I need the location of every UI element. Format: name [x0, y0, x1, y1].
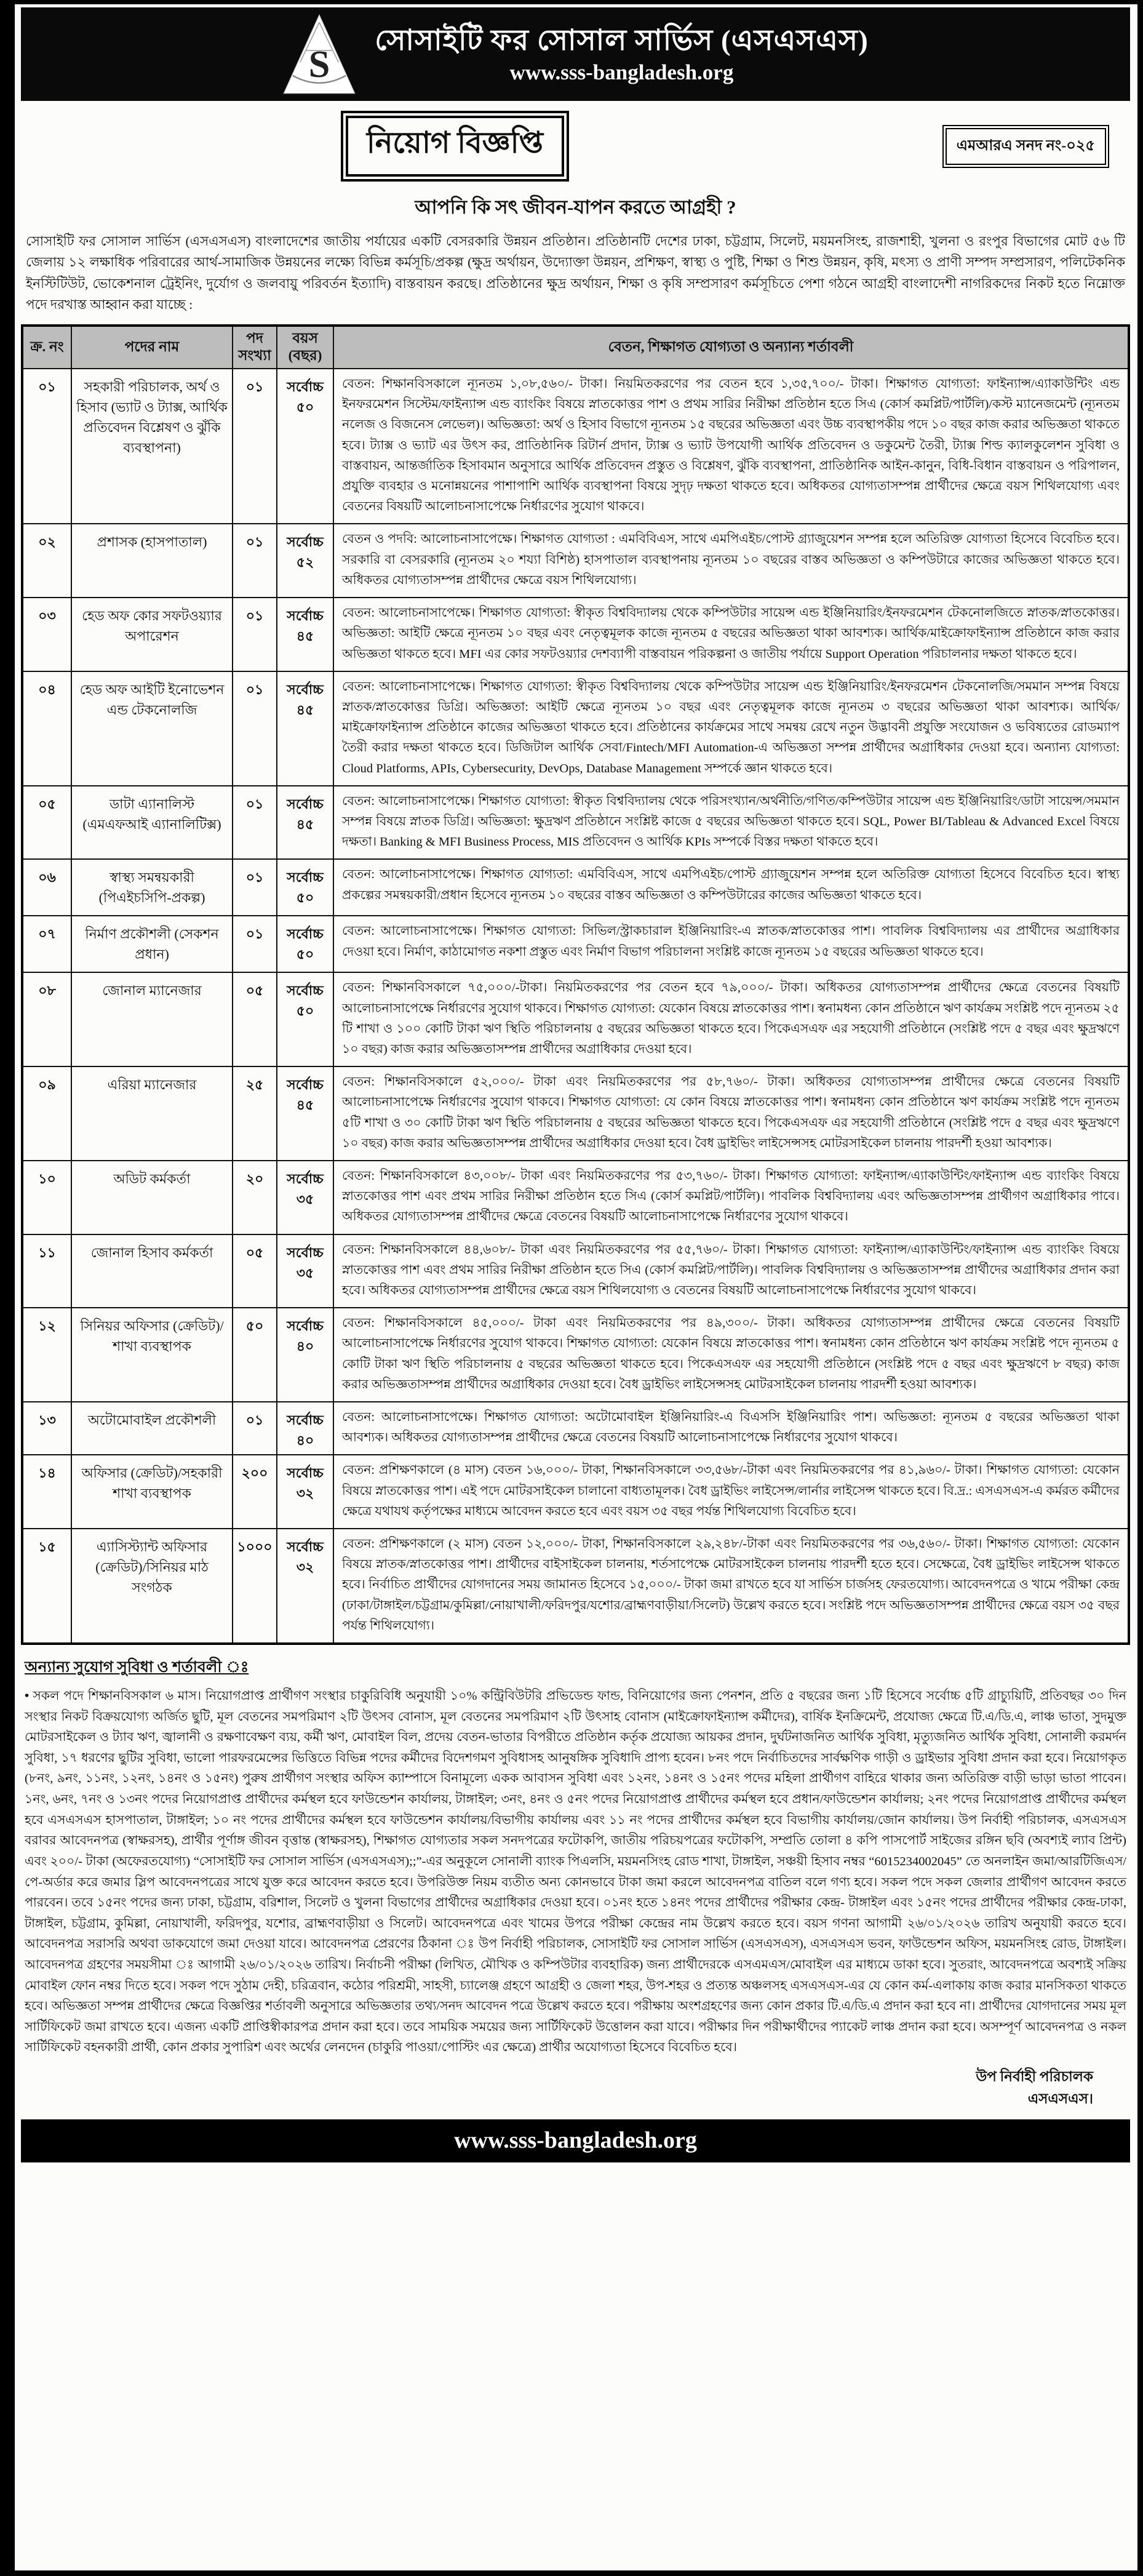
requirements-cell: বেতন ও পদবি: আলোচনাসাপেক্ষে। শিক্ষাগত যোগ্যতা : এমবিবিএস, সাথে এমপিএইচ/পোস্ট গ্র্যাজুয়েশন সম্পন্ন হলে অতিরিক্ত যোগ্যতা হিসেবে বিবেচিত হবে। সরকারি বা বেসরকারি (ন্যূনতম ২০ শয্যা বিশিষ্ঠ) হাসপাতাল ব্যবস্থাপনায় ন্যূনতম ১০ বছরের বাস্তব অভিজ্ঞতা ও কম্পিউটারে কাজের অভিজ্ঞতা থাকতে হবে। অধিকতর যোগ্যতাসম্পন্ন প্রার্থীদের ক্ষেত্রে বয়স শিথিলযোগ্য।	[333, 524, 1129, 598]
age-limit-cell: সর্বোচ্চ ৪৫	[277, 786, 333, 860]
position-name-cell: জোনাল ম্যানেজার	[71, 972, 233, 1066]
posts-count-cell: ১০০০	[233, 1529, 277, 1644]
posts-count-cell: ০১	[233, 916, 277, 972]
table-row	[22, 1308, 1129, 1402]
table-row	[22, 369, 1129, 524]
posts-count-cell: ২০০	[233, 1455, 277, 1529]
header-position: পদের নাম	[71, 326, 233, 369]
posts-count-cell: ০১	[233, 671, 277, 786]
requirements-cell: বেতন: প্রশিক্ষণকালে (৪ মাস) বেতন ১৬,০০০/- টাকা, শিক্ষানবিসকালে ৩৩,৫৬৮/-টাকা এবং নিয়মিতকরণের পর ৪১,৯৬০/- টাকা। শিক্ষাগত যোগ্যতা: যেকোন বিষয়ে স্নাতকোত্তর পাশ। এই পদে মোটরসাইকেল চালানো বাধ্যতামূলক। বৈধ ড্রাইভিং লাইসেন্স/লার্নার লাইসেন্স থাকতে হবে। বি.দ্র.: এসএসএস-এ কর্মরত কর্মীদের ক্ষেত্রে যথাযথ কর্তৃপক্ষের মাধ্যমে আবেদন করতে হবে এবং বয়স ৩৫ বছর পর্যন্ত শিথিলযোগ্য বিবেচিত হবে।	[333, 1455, 1129, 1529]
age-limit-cell: সর্বোচ্চ ৩২	[277, 1529, 333, 1644]
sss-logo-icon	[282, 14, 356, 95]
header-posts: পদ সংখ্যা	[233, 326, 277, 369]
serial-cell: ০৪	[22, 671, 71, 786]
serial-cell: ১১	[22, 1234, 71, 1308]
table-row	[22, 1402, 1129, 1455]
benefits-heading: অন্যান্য সুযোগ সুবিধা ও শর্তাবলী ঃ	[25, 1659, 249, 1676]
positions-table	[21, 324, 1130, 1645]
posts-count-cell: ৫০	[233, 1308, 277, 1402]
svg-text:S: S	[308, 43, 330, 86]
age-limit-cell: সর্বোচ্চ ৪০	[277, 1402, 333, 1455]
age-limit-cell: সর্বোচ্চ ৩২	[277, 1455, 333, 1529]
table-row	[22, 1455, 1129, 1529]
age-limit-cell: সর্বোচ্চ ৫০	[277, 859, 333, 916]
serial-cell: ১২	[22, 1308, 71, 1402]
org-text-block	[375, 23, 868, 86]
requirements-cell: বেতন: আলোচনাসাপেক্ষে। শিক্ষাগত যোগ্যতা: এমবিবিএস, সাথে এমপিএইচ/পোস্ট গ্র্যাজুয়েশন সম্পন্ন হলে অতিরিক্ত যোগ্যতা হিসেবে বিবেচিত হবে। স্বাস্থ্য প্রকল্পের সমন্বয়কারী/প্রধান হিসেবে ন্যূনতম ১০ বছরের বাস্তব অভিজ্ঞতা ও কম্পিউটারের কাজের অভিজ্ঞতা থাকতে হবে।	[333, 859, 1129, 916]
serial-cell: ০১	[22, 369, 71, 524]
signature-title: উপ নির্বাহী পরিচালক	[976, 2068, 1093, 2084]
position-name-cell: স্বাস্থ্য সমন্বয়কারী (পিএইচসিপি-প্রকল্প)	[71, 859, 233, 916]
requirements-cell: বেতন: আলোচনাসাপেক্ষে। শিক্ষাগত যোগ্যতা: স্বীকৃত বিশ্ববিদ্যালয় থেকে কম্পিউটার সায়েন্স এন্ড ইঞ্জিনিয়ারিং/ইনফরমেশন টেকনোলজি/সমমান সম্পন্ন বিষয়ে স্নাতক/স্নাতকোত্তর ডিগ্রি। অভিজ্ঞতা: আইটি ক্ষেত্রে ন্যূনতম ১০ বছর এবং নেতৃত্বমূলক কাজে ন্যূনতম ৩ বছরের অভিজ্ঞতা থাকা আবশ্যক। আর্থিক/মাইক্রোফাইন্যান্স প্রতিষ্ঠানে কাজের অভিজ্ঞতা থাকতে হবে। প্রতিষ্ঠানের কার্যক্রমের সাথে সমন্বয় রেখে নতুন উদ্ভাবনী প্রযুক্তি সংযোজন ও ভবিষ্যতের রোডম্যাপ তৈরী করার দক্ষতা থাকতে হবে। ডিজিটাল আর্থিক সেবা/Fintech/MFI Automation-এ অভিজ্ঞতা সম্পন্ন প্রার্থীদের অগ্রাধিকার দেওয়া হবে। অন্যান্য যোগ্যতা: Cloud Platforms, APIs, Cybersecurity, DevOps, Database Management সম্পর্কে জ্ঞান থাকতে হবে।	[333, 671, 1129, 786]
position-name-cell: অফিসার (ক্রেডিট)/সহকারী শাখা ব্যবস্থাপক	[71, 1455, 233, 1529]
posts-count-cell: ০১	[233, 369, 277, 524]
age-limit-cell: সর্বোচ্চ ৪৫	[277, 671, 333, 786]
footer-website: www.sss-bangladesh.org	[454, 2127, 697, 2154]
age-limit-cell: সর্বোচ্চ ৩৫	[277, 1161, 333, 1234]
serial-cell: ০৮	[22, 972, 71, 1066]
position-name-cell: এরিয়া ম্যানেজার	[71, 1066, 233, 1161]
serial-cell: ১৫	[22, 1529, 71, 1644]
benefits-text: সকল পদে শিক্ষানবিসকাল ৬ মাস। নিয়োগপ্রাপ্ত প্রার্থীগণ সংস্থার চাকুরিবিধি অনুযায়ী ১০% কন্ট্রিবিউটরি প্রভিডেন্ড ফান্ড, বিনিয়োগের জন্য পেনশন, প্রতি ৫ বছরের জন্য ১টি হিসেবে সর্বোচ্চ ৫টি গ্রাচ্যুয়িটি, প্রতিবছর ৩০ দিন সংস্থার নিকট বিক্রয়যোগ্য অর্জিত ছুটি, মূল বেতনের সমপরিমাণ ২টি উৎসব বোনাস, মূল বেতনের সমপরিমাণ ২টি উৎসাহ বোনাস (মাইক্রোফাইন্যান্স কর্মীদের), বার্ষিক ইনক্রিমেন্ট, প্রযোজ্য ক্ষেত্রে টি.এ/ডি.এ, লাঞ্চ ভাতা, সুদমুক্ত মোটরসাইকেল ও ট্যাব ঋণ, জ্বালানী ও রক্ষণাবেক্ষণ ব্যয়, কর্মী ঋণ, মোবাইল বিল, প্রদেয় বেতন-ভাতার বিপরীতে প্রতিষ্ঠান কর্তৃক প্রযোজ্য আয়কর প্রদান, দুর্ঘটনাজনিত আর্থিক সুবিধা, মৃত্যুজনিত আর্থিক সুবিধা, সোনালী করমর্দন সুবিধা, ১৭ ধরণের ছুটির সুবিধা, ভালো পারফরমেন্সের ভিত্তিতে বিভিন্ন পদের কর্মীদের বিদেশগমণ সুবিধাসহ আনুষঙ্গিক সুবিধাদি প্রাপ্য হবেন। ৮নং পদে নির্বাচিতদের সার্বক্ষণিক গাড়ী ও ড্রাইভার সুবিধা প্রদান করা হবে। নিয়োগকৃত (৮নং, ৯নং, ১১নং, ১২নং, ১৪নং ও ১৫নং) পুরুষ প্রার্থীগণ সংস্থার অফিস ক্যাম্পাসে বিনামূল্যে একক আবাসন সুবিধা এবং ১২নং, ১৪নং ও ১৫নং পদের মহিলা প্রার্থীগণ বাহিরে থাকার জন্য অতিরিক্ত বাড়ী ভাড়া ভাতা পাবেন। ১নং, ৬নং, ৭নং ও ১৩নং পদের নিয়োগপ্রাপ্ত প্রার্থীদের কর্মস্থল হবে ফাউন্ডেশন কার্যালয়, টাঙ্গাইল; ৩নং, ৪নং ও ৫নং পদের নিয়োগপ্রাপ্ত প্রার্থীদের কর্মস্থল হবে প্রধান/ফাউন্ডেশন কার্যালয়; ২নং পদের নিয়োগপ্রাপ্ত প্রার্থীদের কর্মস্থল হবে এসএসএস হাসপাতাল, টাঙ্গাইল; ১০ নং পদের প্রার্থীদের কর্মস্থল হবে ফাউন্ডেশন কার্যালয়/বিভাগীয় কার্যালয় এবং ১১ নং পদের প্রার্থীদের কর্মস্থল হবে বিভাগীয় কার্যালয়/জোন কার্যালয়। উপ নির্বাহী পরিচালক, এসএসএস বরাবর আবেদনপত্র (স্বাক্ষরসহ), প্রার্থীর পূর্ণাঙ্গ জীবন বৃত্তান্ত (স্বাক্ষরসহ), শিক্ষাগত যোগ্যতার সকল সনদপত্রের ফটোকপি, জাতীয় পরিচয়পত্রের ফটোকপি, সম্প্রতি তোলা ৪ কপি পাসপোর্ট সাইজের রঙ্গিন ছবি (অবশ্যই ল্যাব প্রিন্ট) এবং ২০০/- টাকা (অফেরতযোগ্য) “সোসাইটি ফর সোসাল সার্ভিস (এসএসএস);;”-এর অনুকূলে সোনালী ব্যাংক পিএলসি, ময়মনসিংহ রোড শাখা, টাঙ্গাইল, সঞ্চয়ী হিসাব নম্বর “6015234002045” তে অনলাইন জমা/আরটিজিএস/পে-অর্ডার করে জমার স্লিপ আবেদনপত্রের সাথে যুক্ত করে আবেদন করতে হবে। উপরিউক্ত নিয়ম ব্যতীত অন্য কোনভাবে টাকা জমা করলে আবেদনপত্র বাতিল বলে গণ্য হবে। সকল পদে সকল জেলার প্রার্থীগণ আবেদন করতে পারবেন। তবে ১৫নং পদের জন্য ঢাকা, চট্টগ্রাম, বরিশাল, সিলেট ও খুলনা বিভাগের প্রার্থীদের অগ্রাধিকার দেওয়া হবে। ০১নং হতে ১৪নং পদের প্রার্থীদের পরীক্ষার কেন্দ্র- টাঙ্গাইল এবং ১৫নং পদের প্রার্থীদের পরীক্ষার কেন্দ্র-ঢাকা, টাঙ্গাইল, চট্টগ্রাম, কুমিল্লা, নোয়াখালী, ফরিদপুর, যশোর, ব্রাহ্মণবাড়ীয়া ও সিলেট। আবেদনপত্রে এবং খামের উপরে পরীক্ষা কেন্দ্রের নাম উল্লেখ করতে হবে। বয়স গণনা আগামী ২৬/০১/২০২৬ তারিখ অনুযায়ী করতে হবে। আবেদনপত্র সরাসরি অথবা ডাকযোগে জমা দেওয়া যাবে। আবেদনপত্র প্রেরণের ঠিকানা ঃ উপ নির্বাহী পরিচালক, সোসাইটি ফর সোসাল সার্ভিস (এসএসএস), এসএসএস ভবন, ফাউন্ডেশন অফিস, ময়মনসিংহ রোড, টাঙ্গাইল। আবেদনপত্র গ্রহণের সময়সীমা ঃ আগামী ২৬/০১/২০২৬ তারিখ। নির্বাচনী পরীক্ষা (লিখিত, মৌখিক ও কম্পিউটার ব্যবহারিক) জন্য প্রার্থীদেরকে এসএমএস/মোবাইল এর মাধ্যমে ডাকা হবে। সুতরাং, আবেদনপত্রে অবশ্যই সক্রিয় মোবাইল ফোন নম্বর দিতে হবে। সকল পদে সুঠাম দেহী, চরিত্রবান, কঠোর পরিশ্রমী, সাহসী, চ্যালেঞ্জ গ্রহণে আগ্রহী ও জেলা শহর, উপ-শহর ও প্রত্যন্ত অঞ্চলসহ এসএসএস-এর যে কোন কর্ম-এলাকায় কাজ করার মানসিকতা থাকতে হবে। অভিজ্ঞতা সম্পন্ন প্রার্থীদের ক্ষেত্রে বিজ্ঞপ্তির শর্তাবলী অনুসারে অভিজ্ঞতার তথ্য/সনদ আবেদন পত্রে উল্লেখ করতে হবে। পরীক্ষায় অংশগ্রহণের জন্য কোন প্রকার টি.এ/ডি.এ প্রদান করা হবে না। প্রার্থীদের যোগদানের সময় মূল সার্টিফিকেট জমা রাখতে হবে। এজন্য একটি প্রাপ্তিস্বীকারপত্র প্রদান করা হবে। তবে সাময়িক সময়ের জন্য সার্টিফিকেট উত্তোলন করা যাবে। পরীক্ষার দিন পরীক্ষার্থীদের প্যাকেট লাঞ্চ প্রদান করা হবে। অসম্পূর্ণ আবেদনপত্র ও নকল সার্টিফিকেট বহনকারী প্রার্থী, কোন প্রকার সুপারিশ এবং অর্থের লেনদেন (চাকুরি পাওয়া/পোস্টিং এর ক্ষেত্রে) প্রার্থীর অযোগ্যতা হিসেবে বিবেচিত হবে।	[25, 1689, 1126, 2055]
age-limit-cell: সর্বোচ্চ ৪৫	[277, 598, 333, 671]
table-row	[22, 1066, 1129, 1161]
position-name-cell: হেড অফ আইটি ইনোভেশন এন্ড টেকনোলজি	[71, 671, 233, 786]
age-limit-cell: সর্বোচ্চ ৪৫	[277, 1066, 333, 1161]
requirements-cell: বেতন: প্রশিক্ষণকালে (২ মাস) বেতন ১২,০০০/- টাকা, শিক্ষানবিসকালে ২৯,২৪৮/-টাকা এবং নিয়মিতকরণের পর ৩৬,৫৬০/- টাকা। শিক্ষাগত যোগ্যতা: যেকোন বিষয়ে স্নাতক/স্নাতকোত্তর পাশ। প্রার্থীদের বাইসাইকেল চালনায়, শর্তসাপেক্ষে মোটরসাইকেল চালনায় পারদর্শী হতে হবে। সেক্ষেত্রে, বৈধ ড্রাইভিং লাইসেন্স থাকতে হবে। নির্বাচিত প্রার্থীদের যোগদানের সময় জামানত হিসেবে ১৫,০০০/- টাকা জমা রাখতে হবে যা সার্ভিস চার্জসহ ফেরতযোগ্য। আবেদনপত্রে ও খামে পরীক্ষা কেন্দ্র (ঢাকা/টাঙ্গাইল/চট্টগ্রাম/কুমিল্লা/নোয়াখালী/ফরিদপুর/যশোর/ব্রাহ্মণবাড়ীয়া/সিলেট) উল্লেখ করতে হবে। সংশ্লিষ্ট পদে অভিজ্ঞতাসম্পন্ন প্রার্থীদের ক্ষেত্রে বয়স ৩৫ বছর পর্যন্ত শিথিলযোগ্য।	[333, 1529, 1129, 1644]
posts-count-cell: ০৫	[233, 972, 277, 1066]
header-details: বেতন, শিক্ষাগত যোগ্যতা ও অন্যান্য শর্তাবলী	[333, 326, 1129, 369]
table-row	[22, 671, 1129, 786]
posts-count-cell: ০৫	[233, 1234, 277, 1308]
table-row	[22, 1161, 1129, 1234]
table-row	[22, 972, 1129, 1066]
org-website: www.sss-bangladesh.org	[509, 60, 734, 84]
posts-count-cell: ০১	[233, 786, 277, 860]
requirements-cell: বেতন: আলোচনাসাপেক্ষে। শিক্ষাগত যোগ্যতা: স্বীকৃত বিশ্ববিদ্যালয় থেকে কম্পিউটার সায়েন্স এন্ড ইঞ্জিনিয়ারিং/ইনফরমেশন টেকনোলজিতে স্নাতক/স্নাতকোত্তর। অভিজ্ঞতা: আইটি ক্ষেত্রে ন্যূনতম ১০ বছর এবং নেতৃত্বমূলক কাজে ন্যূনতম ৫ বছরের অভিজ্ঞতা থাকা আবশ্যক। আর্থিক/মাইক্রোফাইন্যান্স প্রতিষ্ঠানে কাজ করার অভিজ্ঞতা থাকতে হবে। MFI এর কোর সফটওয়্যার দেশব্যাপী বাস্তবায়ন পরিকল্পনা ও জাতীয় পর্যায়ে Support Operation পরিচালনার দক্ষতা থাকতে হবে।	[333, 598, 1129, 671]
requirements-cell: বেতন: আলোচনাসাপেক্ষে। শিক্ষাগত যোগ্যতা: অটোমোবাইল ইঞ্জিনিয়ারিং-এ বিএসসি ইঞ্জিনিয়ারিং পাশ। অভিজ্ঞতা: ন্যূনতম ৫ বছরের অভিজ্ঞতা থাকা আবশ্যক। অধিকতর যোগ্যতাসম্পন্ন প্রার্থীদের ক্ষেত্রে বেতনের বিষয়টি আলোচনাসাপেক্ষে নির্ধারণের সুযোগ থাকবে।	[333, 1402, 1129, 1455]
age-limit-cell: সর্বোচ্চ ৫০	[277, 972, 333, 1066]
footer-bar	[21, 2119, 1130, 2162]
position-name-cell: জোনাল হিসাব কর্মকর্তা	[71, 1234, 233, 1308]
requirements-cell: বেতন: আলোচনাসাপেক্ষে। শিক্ষাগত যোগ্যতা: সিভিল/স্ট্রাকচারাল ইঞ্জিনিয়ারিং-এ স্নাতক/স্নাতকোত্তর পাশ। পাবলিক বিশ্ববিদ্যালয় এর প্রার্থীদের অগ্রাধিকার দেওয়া হবে। নির্মাণ, কাঠামোগত নকশা প্রস্তুত এবং নির্মাণ বিভাগ পরিচালনা সংশ্লিষ্ট কাজে ন্যূনতম ১৫ বছরের অভিজ্ঞতা থাকতে হবে।	[333, 916, 1129, 972]
position-name-cell: প্রশাসক (হাসপাতাল)	[71, 524, 233, 598]
bullet-icon: •	[25, 1689, 30, 1703]
table-row	[22, 1529, 1129, 1644]
header-age: বয়স (বছর)	[277, 326, 333, 369]
requirements-cell: বেতন: শিক্ষানবিসকালে ৪৪,৬০৮/- টাকা এবং নিয়মিতকরণের পর ৫৫,৭৬০/- টাকা। শিক্ষাগত যোগ্যতা: ফাইন্যান্স/এ্যাকাউন্টিং/ফাইন্যান্স এন্ড ব্যাংকিং বিষয়ে স্নাতকোত্তর পাশ এবং প্রথম সারির নিরীক্ষা প্রতিষ্ঠান হতে সিএ (কোর্স কমপ্লিট/পার্টলি)। পাবলিক বিশ্ববিদ্যালয় ও অভিজ্ঞতাসম্পন্ন প্রার্থীদের অগ্রাধিকার প্রদান করা হবে। অধিকতর যোগ্যতাসম্পন্ন প্রার্থীদের ক্ষেত্রে বয়স শিথিলযোগ্য ও বেতনের বিষয়টি আলোচনাসাপেক্ষে নির্ধারণের সুযোগ থাকবে।	[333, 1234, 1129, 1308]
serial-cell: ১৩	[22, 1402, 71, 1455]
mra-certificate-badge: এমআরএ সনদ নং-০২৫	[942, 125, 1109, 168]
requirements-cell: বেতন: শিক্ষানবিসকালে ৪৩,০০৮/- টাকা এবং নিয়মিতকরণের পর ৫৩,৭৬০/- টাকা। শিক্ষাগত যোগ্যতা: ফাইন্যান্স/এ্যাকাউন্টিং/ফাইন্যান্স এন্ড ব্যাংকিং বিষয়ে স্নাতকোত্তর পাশ এবং প্রথম সারির নিরীক্ষা প্রতিষ্ঠান হতে সিএ (কোর্স কমপ্লিট/পার্টলি)। পাবলিক বিশ্ববিদ্যালয় এবং অভিজ্ঞতাসম্পন্ন প্রার্থীগণ অগ্রাধিকার পাবে। অধিকতর যোগ্যতাসম্পন্ন প্রার্থীদের ক্ষেত্রে বেতনের বিষয়টি আলোচনাসাপেক্ষে নির্ধারণের সুযোগ থাকবে।	[333, 1161, 1129, 1234]
posts-count-cell: ০১	[233, 859, 277, 916]
position-name-cell: ডাটা এ্যানালিস্ট (এমএফআই এ্যানালিটিক্স)	[71, 786, 233, 860]
posts-count-cell: ০১	[233, 1402, 277, 1455]
signature-block	[21, 2066, 1093, 2110]
position-name-cell: সিনিয়র অফিসার (ক্রেডিট)/শাখা ব্যবস্থাপক	[71, 1308, 233, 1402]
posts-count-cell: ২০	[233, 1161, 277, 1234]
position-name-cell: সহকারী পরিচালক, অর্থ ও হিসাব (ভ্যাট ও ট্যাক্স, আর্থিক প্রতিবেদন বিশ্লেষণ ও ঝুঁকি ব্যবস্থাপনা)	[71, 369, 233, 524]
serial-cell: ০৩	[22, 598, 71, 671]
table-row	[22, 1234, 1129, 1308]
requirements-cell: বেতন: শিক্ষানবিসকালে ৭৫,০০০/-টাকা। নিয়মিতকরণের পর বেতন হবে ৭৯,০০০/- টাকা। অধিকতর যোগ্যতাসম্পন্ন প্রার্থীদের ক্ষেত্রে বেতনের বিষয়টি আলোচনাসাপেক্ষে নির্ধারণের সুযোগ থাকবে। শিক্ষাগত যোগ্যতা: যেকোন বিষয়ে স্নাতকোত্তর পাশ। স্বনামধন্য কোন প্রতিষ্ঠানে ঋণ কার্যক্রম সংশ্লিষ্ট পদে ন্যূনতম ২৫ টি শাখা ও ১০০ কোটি টাকা ঋণ স্থিতি পরিচালনায় ৫ বছরের অভিজ্ঞতা থাকতে হবে। পিকেএসএফ এর সহযোগী প্রতিষ্ঠানে (সংশ্লিষ্ট পদে ৫ বছর এবং ক্ষুদ্রঋণে ১০ বছর) কাজ করার অভিজ্ঞতাসম্পন্ন প্রার্থীদের অগ্রাধিকার দেওয়া হবে।	[333, 972, 1129, 1066]
posts-count-cell: ০১	[233, 524, 277, 598]
requirements-cell: বেতন: শিক্ষানবিসকালে ৫২,০০০/- টাকা এবং নিয়মিতকরণের পর ৫৮,৭৬০/- টাকা। অধিকতর যোগ্যতাসম্পন্ন প্রার্থীদের ক্ষেত্রে বেতনের বিষয়টি আলোচনাসাপেক্ষে নির্ধারণের সুযোগ থাকবে। শিক্ষাগত যোগ্যতা: যে কোন বিষয়ে স্নাতকোত্তর পাশ। স্বনামধন্য কোন প্রতিষ্ঠানে ঋণ কার্যক্রম সংশ্লিষ্ট পদে ন্যূনতম ৫টি শাখা ও ৩০ কোটি টাকা ঋণ স্থিতি পরিচালনায় ৫ বছরের অভিজ্ঞতা থাকতে হবে। পিকেএসএফ এর সহযোগী প্রতিষ্ঠানে (সংশ্লিষ্ট পদে ৫ বছর এবং ক্ষুদ্রঋণে ১০ বছর) কাজ করার অভিজ্ঞতাসম্পন্ন প্রার্থীদের অগ্রাধিকার দেওয়া হবে। বৈধ ড্রাইভিং লাইসেন্সসহ মোটরসাইকেল চালনায় পারদর্শী হওয়া আবশ্যক।	[333, 1066, 1129, 1161]
serial-cell: ০৫	[22, 786, 71, 860]
table-row	[22, 786, 1129, 860]
subtitle-question: আপনি কি সৎ জীবন-যাপন করতে আগ্রহী ?	[415, 196, 736, 218]
position-name-cell: নির্মাণ প্রকৌশলী (সেকশন প্রধান)	[71, 916, 233, 972]
serial-cell: ১৪	[22, 1455, 71, 1529]
serial-cell: ০৭	[22, 916, 71, 972]
age-limit-cell: সর্বোচ্চ ৫০	[277, 916, 333, 972]
age-limit-cell: সর্বোচ্চ ৩৫	[277, 1234, 333, 1308]
serial-cell: ০৯	[22, 1066, 71, 1161]
posts-count-cell: ০১	[233, 598, 277, 671]
serial-cell: ০২	[22, 524, 71, 598]
age-limit-cell: সর্বোচ্চ ৫২	[277, 524, 333, 598]
benefits-paragraph	[25, 1686, 1126, 2058]
table-row	[22, 916, 1129, 972]
position-name-cell: অটোমোবাইল প্রকৌশলী	[71, 1402, 233, 1455]
table-header-row	[22, 326, 1129, 369]
header-bar	[21, 7, 1130, 101]
position-name-cell: হেড অফ কোর সফটওয়্যার অপারেশন	[71, 598, 233, 671]
age-limit-cell: সর্বোচ্চ ৪০	[277, 1308, 333, 1402]
serial-cell: ০৬	[22, 859, 71, 916]
table-row	[22, 524, 1129, 598]
requirements-cell: বেতন: আলোচনাসাপেক্ষে। শিক্ষাগত যোগ্যতা: স্বীকৃত বিশ্ববিদ্যালয় থেকে পরিসংখ্যান/অর্থনীতি/গণিত/কম্পিউটার সায়েন্স এন্ড ইঞ্জিনিয়ারিং/ডাটা সায়েন্স/সমমান সম্পন্ন বিষয়ে স্নাতক ডিগ্রি। অভিজ্ঞতা: ক্ষুদ্রঋণ প্রতিষ্ঠানে সংশ্লিষ্ট কাজে ৫ বছরের অভিজ্ঞতা থাকতে হবে। SQL, Power BI/Tableau & Advanced Excel বিষয়ে দক্ষতা। Banking & MFI Business Process, MIS প্রতিবেদন ও আর্থিক KPIs সম্পর্কে বিস্তর দক্ষতা থাকতে হবে।	[333, 786, 1129, 860]
requirements-cell: বেতন: শিক্ষানবিসকালে ৪৫,০০০/- টাকা এবং নিয়মিতকরণের পর ৪৯,৩০০/- টাকা। অধিকতর যোগ্যতাসম্পন্ন প্রার্থীদের ক্ষেত্রে বেতনের বিষয়টি আলোচনাসাপেক্ষে নির্ধারণের সুযোগ থাকবে। শিক্ষাগত যোগ্যতা: যেকোন বিষয়ে স্নাতকোত্তর পাশ। স্বনামধন্য কোন প্রতিষ্ঠানে ঋণ কার্যক্রম সংশ্লিষ্ট পদে ন্যূনতম ৫ কোটি টাকা ঋণ স্থিতি পরিচালনায় ৫ বছরের অভিজ্ঞতা থাকতে হবে। পিকেএসএফ এর সহযোগী প্রতিষ্ঠানে (সংশ্লিষ্ট পদে ৫ বছর এবং ক্ষুদ্রঋণে ৮ বছর) কাজ করার অভিজ্ঞতাসম্পন্ন প্রার্থীদের অগ্রাধিকার দেওয়া হবে। বৈধ ড্রাইভিং লাইসেন্সসহ মোটরসাইকেল চালনায় পারদর্শী হওয়া আবশ্যক।	[333, 1308, 1129, 1402]
signature-org: এসএসএস।	[1027, 2090, 1093, 2106]
serial-cell: ১০	[22, 1161, 71, 1234]
table-row	[22, 859, 1129, 916]
org-name: সোসাইটি ফর সোসাল সার্ভিস (এসএসএস)	[375, 24, 869, 57]
age-limit-cell: সর্বোচ্চ ৫০	[277, 369, 333, 524]
posts-count-cell: ২৫	[233, 1066, 277, 1161]
title-row	[21, 111, 1130, 182]
table-row	[22, 598, 1129, 671]
position-name-cell: এ্যাসিস্ট্যান্ট অফিসার (ক্রেডিট)/সিনিয়র মাঠ সংগঠক	[71, 1529, 233, 1644]
notice-title: নিয়োগ বিজ্ঞপ্তি	[341, 111, 569, 182]
position-name-cell: অডিট কর্মকর্তা	[71, 1161, 233, 1234]
header-serial: ক্র. নং	[22, 326, 71, 369]
intro-paragraph: সোসাইটি ফর সোসাল সার্ভিস (এসএসএস) বাংলাদেশের জাতীয় পর্যায়ের একটি বেসরকারি উন্নয়ন প্রতিষ্ঠান। প্রতিষ্ঠানটি দেশের ঢাকা, চট্টগ্রাম, সিলেট, ময়মনসিংহ, রাজশাহী, খুলনা ও রংপুর বিভাগের মোট ৫৬ টি জেলায় ১২ লক্ষাধিক পরিবারের আর্থ-সামাজিক উন্নয়নের লক্ষ্যে বিভিন্ন কর্মসূচি/প্রকল্প (ক্ষুদ্র অর্থায়ন, উদ্যোক্তা উন্নয়ন, প্রশিক্ষণ, স্বাস্থ্য ও পুষ্টি, শিক্ষা ও শিশু উন্নয়ন, কৃষি, মৎস্য ও প্রাণী সম্পদ সম্প্রসারণ, পলিটেকনিক ইনস্টিটিউট, ভোকেশনাল ট্রেইনিং, দুর্যোগ ও জলবায়ু পরিবর্তন ইত্যাদি) বাস্তবায়ন করছে। প্রতিষ্ঠানের ক্ষুদ্র অর্থায়ন, শিক্ষা ও কৃষি সম্প্রসারণ কর্মসূচিতে পেশা গঠনে আগ্রহী বাংলাদেশী নাগরিকদের নিকট হতে নিম্নোক্ত পদে দরখাস্ত আহ্বান করা যাচ্ছে :	[26, 234, 1125, 313]
requirements-cell: বেতন: শিক্ষানবিসকালে ন্যূনতম ১,০৮,৫৬০/- টাকা। নিয়মিতকরণের পর বেতন হবে ১,৩৫,৭০০/- টাকা। শিক্ষাগত যোগ্যতা: ফাইন্যান্স/এ্যাকাউন্টিং এন্ড ইনফরমেশন সিস্টেম/ফাইন্যান্স এন্ড ব্যাংকিং বিষয়ে স্নাতকোত্তর পাশ ও প্রথম সারির নিরীক্ষা প্রতিষ্ঠান হতে সিএ (কোর্স কমপ্লিট/পার্টলি)/কস্ট ম্যানেজমেন্ট (ন্যূনতম নলেজ ও বিজনেস লেভেল)। অভিজ্ঞতা: অর্থ ও হিসাব বিভাগে ন্যূনতম ১৫ বছরের অভিজ্ঞতা এবং উচ্চ ব্যবস্থাপকীয় পদে ১০ বছর কাজ করার অভিজ্ঞতা থাকতে হবে। ট্যাক্স ও ভ্যাট এর উৎস কর, প্রাতিষ্ঠানিক রিটার্ন প্রদান, ট্যাক্স ও ভ্যাট উপযোগী আর্থিক প্রতিবেদন ও ডকুমেন্ট তৈরী, ট্যাক্স শিল্ড ক্যালকুলেশন সুবিধা ও বাস্তবায়ন, আন্তর্জাতিক হিসাবমান অনুসারে আর্থিক প্রতিবেদন প্রস্তুত ও বিশ্লেষণ, ঝুঁকি ব্যবস্থাপনা, প্রাতিষ্ঠানিক আইন-কানুন, বিধি-বিধান বাস্তবায়ন ও পরিপালন, প্রযুক্তি ব্যবহার ও মনোন্নয়নের পাশাপাশি আর্থিক ব্যবস্থাপনা বিষয়ে সুদৃঢ় দক্ষতা থাকতে হবে। অধিকতর যোগ্যতাসম্পন্ন প্রার্থীদের ক্ষেত্রে বয়স শিথিলযোগ্য এবং বেতনের বিষয়টি আলোচনাসাপেক্ষে নির্ধারণের সুযোগ থাকবে।	[333, 369, 1129, 524]
